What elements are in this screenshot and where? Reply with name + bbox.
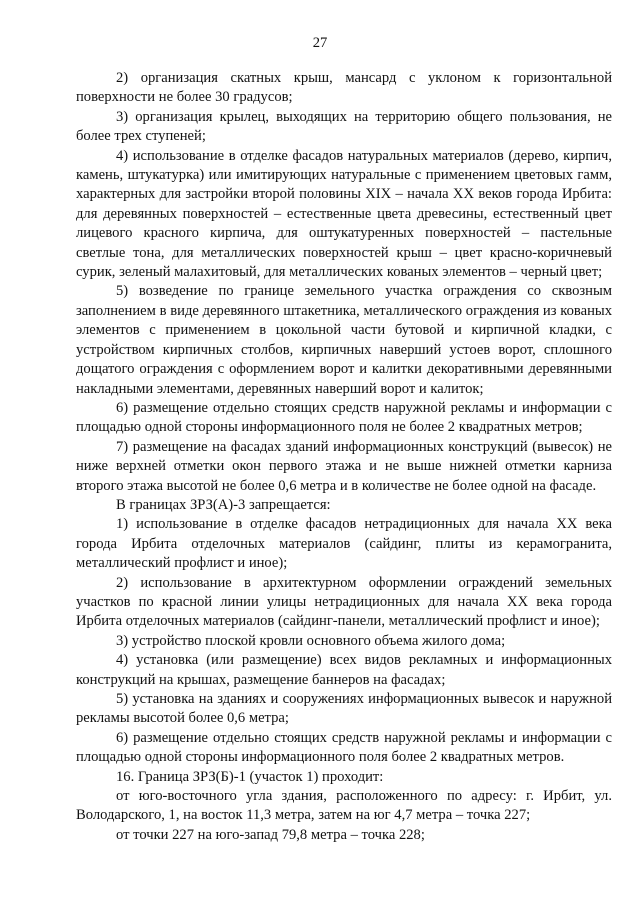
zrz-a3-prohibitions-heading: В границах ЗРЗ(А)-3 запрещается: <box>116 496 331 513</box>
paragraph-item-5: 5) возведение по границе земельного участка ограждения со сквозным заполнением в виде деревянного штакетника, металлического ограждения из кованых элементов с применением в цокольной части бутовой и кирпичной кладки, с устройством кирпичных столбов, кирпичных наверший устоев ворот, сплошного дощатого ограждения с оформлением ворот и калитки декоративными деревянными накладными элементами, деревянных наверший ворот и калиток; <box>76 283 612 397</box>
paragraph-item-2: 2) организация скатных крыш, мансард с уклоном к горизонтальной поверхности не более 30 градусов; <box>76 70 612 106</box>
paragraph-item-4: 4) использование в отделке фасадов натуральных материалов (дерево, кирпич, камень, штукатурка) или имитирующих натуральные с применением цветовых гамм, характерных для застройки второй половины XIX – начала XX веков города Ирбита: для деревянных поверхностей – естественные цвета древесины, естественный цвет лицевого красного кирпича, для оштукатуренных поверхностей – пастельные светлые тона, для металлических поверхностей крыш – цвет красно-коричневый сурик, зеленый малахитовый, для металлических кованых элементов – черный цвет; <box>76 147 612 281</box>
document-body <box>76 69 612 845</box>
prohibition-item-2: 2) использование в архитектурном оформлении ограждений земельных участков по красной линии улицы нетрадиционных для начала XX века города Ирбита отделочных материалов (сайдинг-панели, металлический профлист и иное); <box>76 574 612 630</box>
paragraph-item-7: 7) размещение на фасадах зданий информационных конструкций (вывесок) не ниже верхней отметки окон первого этажа и не выше нижней отметки карниза второго этажа высотой не более 0,6 метра и в количестве не более одной на фасаде. <box>76 438 612 494</box>
page-number: 27 <box>312 35 328 51</box>
boundary-description-1: от юго-восточного угла здания, расположенного по адресу: г. Ирбит, ул. Володарского, 1, на восток 11,3 метра, затем на юг 4,7 метра – точка 227; <box>76 788 612 824</box>
prohibition-item-3: 3) устройство плоской кровли основного объема жилого дома; <box>116 632 506 649</box>
paragraph-item-3: 3) организация крылец, выходящих на территорию общего пользования, не более трех ступеней; <box>76 108 612 145</box>
prohibition-item-5: 5) установка на зданиях и сооружениях информационных вывесок и наружной рекламы высотой более 0,6 метра; <box>76 691 612 727</box>
paragraph-item-6: 6) размещение отдельно стоящих средств наружной рекламы и информации с площадью одной стороны информационного поля не более 2 квадратных метров; <box>76 399 612 436</box>
prohibition-item-1: 1) использование в отделке фасадов нетрадиционных для начала XX века города Ирбита отделочных материалов (сайдинг, плиты из керамогранита, металлический профлист и иное); <box>76 516 612 572</box>
section-16-heading: 16. Граница ЗРЗ(Б)-1 (участок 1) проходит: <box>116 768 384 785</box>
prohibition-item-4: 4) установка (или размещение) всех видов рекламных и информационных конструкций на крышах, размещение баннеров на фасадах; <box>76 652 612 688</box>
boundary-description-2: от точки 227 на юго-запад 79,8 метра – точка 228; <box>116 826 425 843</box>
prohibition-item-6: 6) размещение отдельно стоящих средств наружной рекламы и информации с площадью одной стороны информационного поля более 2 квадратных метров. <box>76 729 612 766</box>
